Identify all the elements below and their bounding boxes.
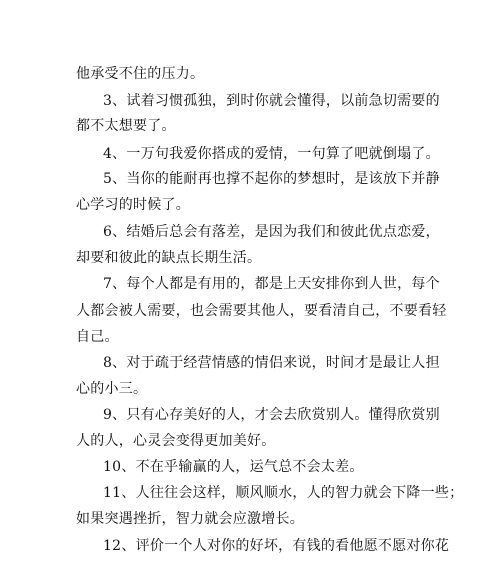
text-line: 9、只有心存美好的人，才会去欣赏别人。懂得欣赏别 bbox=[103, 407, 440, 423]
text-line: 12、评价一个人对你的好坏，有钱的看他愿不愿对你花 bbox=[103, 538, 450, 554]
text-line: 却要和彼此的缺点长期生活。 bbox=[76, 250, 262, 266]
text-line: 10、不在乎输赢的人，运气总不会太差。 bbox=[103, 459, 364, 475]
text-line: 人的人，心灵会变得更加美好。 bbox=[76, 433, 276, 449]
text-line: 他承受不住的压力。 bbox=[76, 66, 205, 82]
text-line: 如果突遇挫折，智力就会应激增长。 bbox=[76, 511, 304, 527]
text-line: 心学习的时候了。 bbox=[76, 197, 190, 213]
text-line: 心的小三。 bbox=[76, 381, 148, 397]
text-line: 自己。 bbox=[76, 329, 119, 345]
text-line: 人都会被人需要，也会需要其他人，要看清自己，不要看轻 bbox=[76, 303, 447, 319]
text-line: 8、对于疏于经营情感的情侣来说，时间才是最让人担 bbox=[103, 355, 440, 371]
text-line: 5、当你的能耐再也撑不起你的梦想时，是该放下并静 bbox=[103, 171, 440, 187]
text-line: 6、结婚后总会有落差，是因为我们和彼此优点恋爱， bbox=[103, 224, 440, 240]
text-line: 7、每个人都是有用的，都是上天安排你到人世，每个 bbox=[103, 276, 440, 292]
text-line: 3、试着习惯孤独，到时你就会懂得，以前急切需要的 bbox=[103, 93, 440, 109]
text-line: 11、人往往会这样，顺风顺水，人的智力就会下降一些； bbox=[103, 485, 464, 501]
text-line: 都不太想要了。 bbox=[76, 118, 176, 134]
text-line: 4、一万句我爱你搭成的爱情，一句算了吧就倒塌了。 bbox=[103, 146, 440, 162]
